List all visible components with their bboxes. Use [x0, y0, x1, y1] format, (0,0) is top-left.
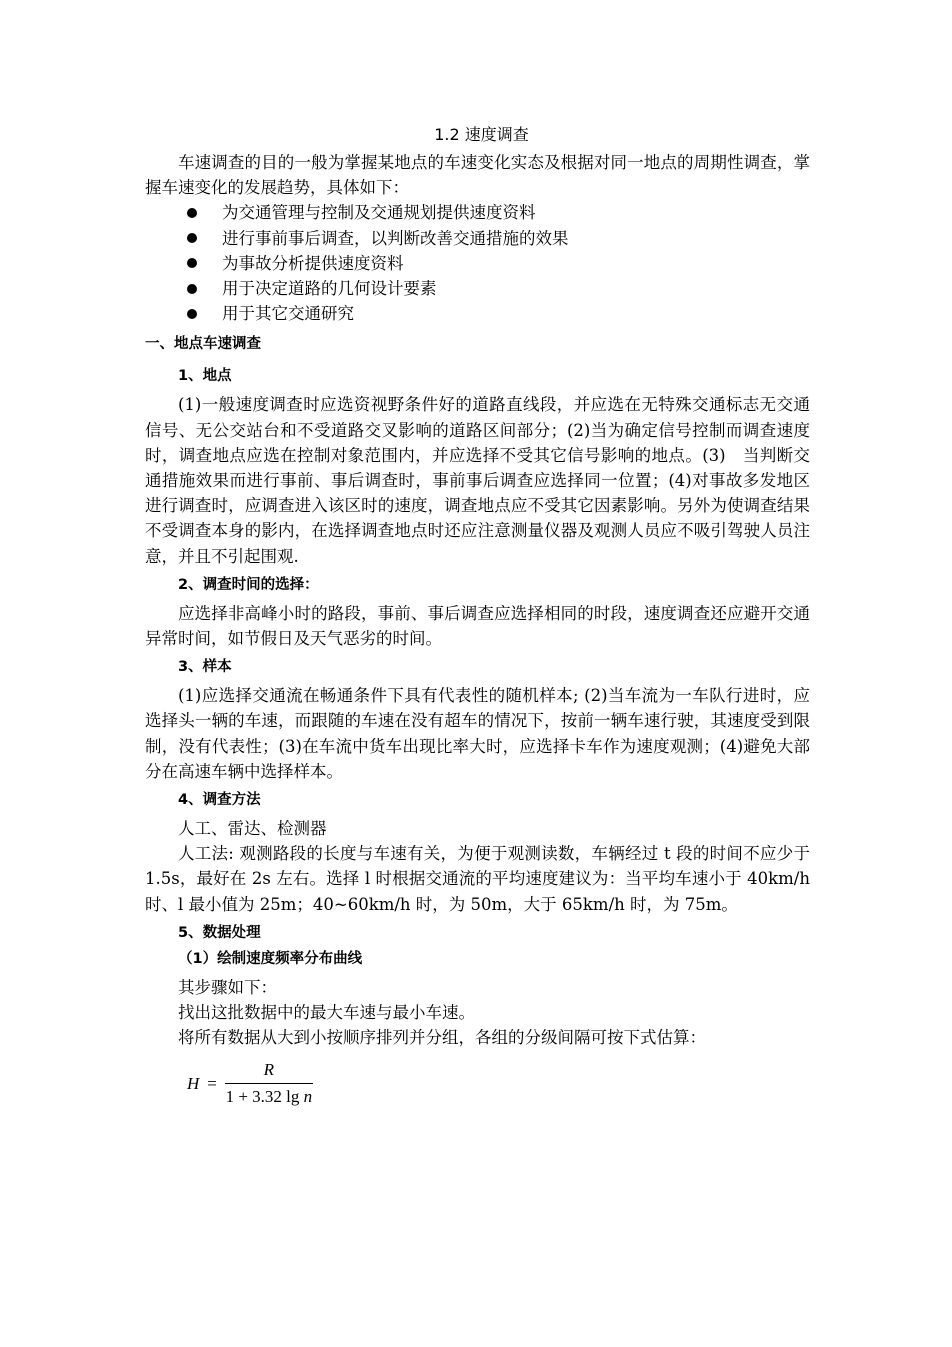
list-item-text: 进行事前事后调查，以判断改善交通措施的效果	[222, 228, 569, 248]
item-heading-frequency-curve: （1）绘制速度频率分布曲线	[178, 950, 363, 967]
list-item	[187, 301, 810, 326]
step-line: 其步骤如下：	[178, 977, 277, 997]
method-types: 人工、雷达、检测器	[178, 819, 327, 839]
sample-paragraph: (1)应选择交通流在畅通条件下具有代表性的随机样本; (2)当车流为一车队行进时，应选择头一辆的车速，而跟随的车速在没有超车的情况下，按前一辆车速行驶，其速度受到限制，没有代表性；(3)在车流中货车出现比率大时，应选择卡车作为速度观测；(4)避免大部分在高速车辆中选择样本。	[145, 686, 810, 781]
denominator-variable: n	[303, 1087, 313, 1107]
bullet-dot-icon	[187, 258, 197, 268]
list-item-text: 为事故分析提供速度资料	[222, 253, 404, 273]
list-item-text: 用于决定道路的几何设计要素	[222, 279, 437, 299]
list-item	[187, 276, 810, 301]
document-page	[145, 124, 810, 1108]
interval-formula	[187, 1060, 810, 1108]
list-item-text: 为交通管理与控制及交通规划提供速度资料	[222, 203, 536, 223]
intro-paragraph: 车速调查的目的一般为掌握某地点的车速变化实态及根据对同一地点的周期性调查，掌握车速变化的发展趋势，具体如下：	[145, 153, 810, 198]
list-item	[187, 251, 810, 276]
subsection-heading-time: 2、调查时间的选择：	[178, 576, 319, 593]
list-item-text: 用于其它交通研究	[222, 304, 354, 324]
time-paragraph: 应选择非高峰小时的路段，事前、事后调查应选择相同的时段，速度调查还应避开交通异常时间，如节假日及天气恶劣的时间。	[145, 603, 810, 649]
subsection-heading-method: 4、调查方法	[178, 792, 261, 809]
denominator-prefix: 1 + 3.32 lg	[225, 1087, 304, 1107]
bullet-dot-icon	[187, 208, 197, 218]
subsection-heading-data: 5、数据处理	[178, 924, 261, 941]
bullet-dot-icon	[187, 309, 197, 319]
section-heading: 一、地点车速调查	[145, 336, 261, 353]
location-paragraph: (1)一般速度调查时应选资视野条件好的道路直线段，并应选在无特殊交通标志无交通信号、无公交站台和不受道路交叉影响的道路区间部分；(2)当为确定信号控制而调查速度时，调查地点应选在控制对象范围内，并应选择不受其它信号影响的地点。(3) 当判断交通措施效果而进行事前、事后调查时，事前事后调查应选择同一位置；(4)对事故多发地区进行调查时，应调查进入该区时的速度，调查地点应不受其它因素影响。另外为使调查结果不受调查本身的影内，在选择调查地点时还应注意测量仪器及观测人员应不吸引驾驶人员注意，并且不引起围观.	[145, 395, 810, 566]
method-paragraph: 人工法: 观测路段的长度与车速有关，为便于观测读数，车辆经过 t 段的时间不应少于 1.5s，最好在 2s 左右。选择 l 时根据交通流的平均速度建议为：当平均车速小于 40km/h 时、l 最小值为 25m；40~60km/h 时，为 50m，大于 65km/h 时，为 75m。	[145, 844, 810, 914]
step-line: 找出这批数据中的最大车速与最小车速。	[178, 1003, 475, 1023]
list-item	[187, 200, 810, 225]
formula-lhs: H	[187, 1074, 200, 1094]
page-title: 1.2 速度调查	[434, 125, 529, 144]
formula-denominator	[226, 1084, 313, 1108]
bullet-dot-icon	[187, 233, 197, 243]
formula-equals: =	[207, 1074, 217, 1094]
subsection-heading-sample: 3、样本	[178, 659, 232, 676]
bullet-dot-icon	[187, 284, 197, 294]
subsection-heading-location: 1、地点	[178, 368, 232, 385]
purpose-list	[145, 200, 810, 326]
list-item	[187, 226, 810, 251]
step-line: 将所有数据从大到小按顺序排列并分组，各组的分级间隔可按下式估算：	[178, 1028, 706, 1048]
formula-fraction	[225, 1060, 313, 1108]
formula-numerator: R	[263, 1060, 275, 1080]
